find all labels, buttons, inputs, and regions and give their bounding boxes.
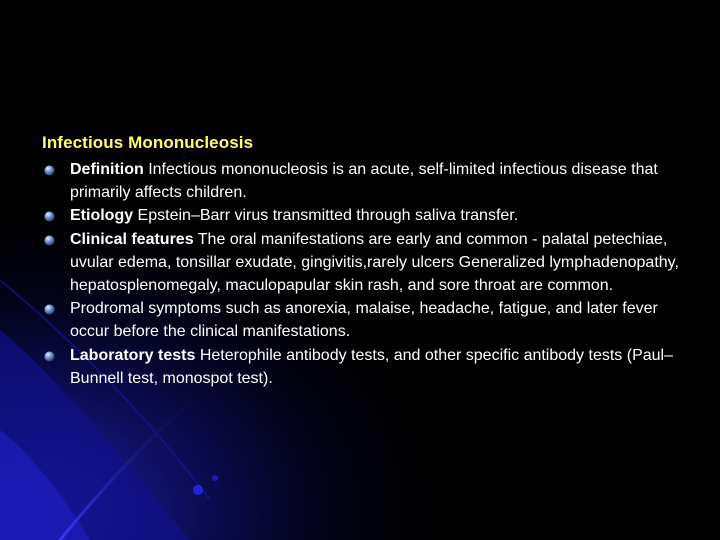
bullet-text: Infectious mononucleosis is an acute, self-limited infectious disease that primarily affects children.	[70, 161, 658, 202]
blue-sphere-bullet-icon	[44, 165, 55, 176]
slide-title: Infectious Mononucleosis	[42, 133, 254, 152]
bullet-list	[44, 158, 684, 390]
bullet-text: Prodromal symptoms such as anorexia, malaise, headache, fatigue, and later fever occur before the clinical manifestations.	[70, 300, 658, 341]
bullet-term: Clinical features	[70, 230, 194, 248]
bullet-term: Laboratory tests	[70, 346, 196, 364]
blue-sphere-bullet-icon	[44, 211, 55, 222]
blue-sphere-bullet-icon	[44, 235, 55, 246]
bullet-clinical-features	[44, 228, 684, 298]
bullet-text: Heterophile antibody tests, and other specific antibody tests (Paul–Bunnell test, monospot test).	[70, 346, 673, 387]
bullet-text: Epstein–Barr virus transmitted through saliva transfer.	[133, 207, 519, 225]
bullet-text: The oral manifestations are early and common - palatal petechiae, uvular edema, tonsillar exudate, gingivitis,rarely ulcers Generalized lymphadenopathy, hepatosplenomegaly, maculopapular skin rash, and sore throat are common.	[70, 230, 679, 295]
bullet-term: Etiology	[70, 207, 134, 225]
blue-sphere-bullet-icon	[44, 304, 55, 315]
blue-sphere-bullet-icon	[44, 351, 55, 362]
bullet-laboratory-tests	[44, 344, 684, 390]
bullet-etiology	[44, 204, 684, 227]
bullet-prodromal-symptoms	[44, 297, 684, 343]
bullet-term: Definition	[70, 161, 144, 178]
bullet-definition	[44, 158, 684, 204]
